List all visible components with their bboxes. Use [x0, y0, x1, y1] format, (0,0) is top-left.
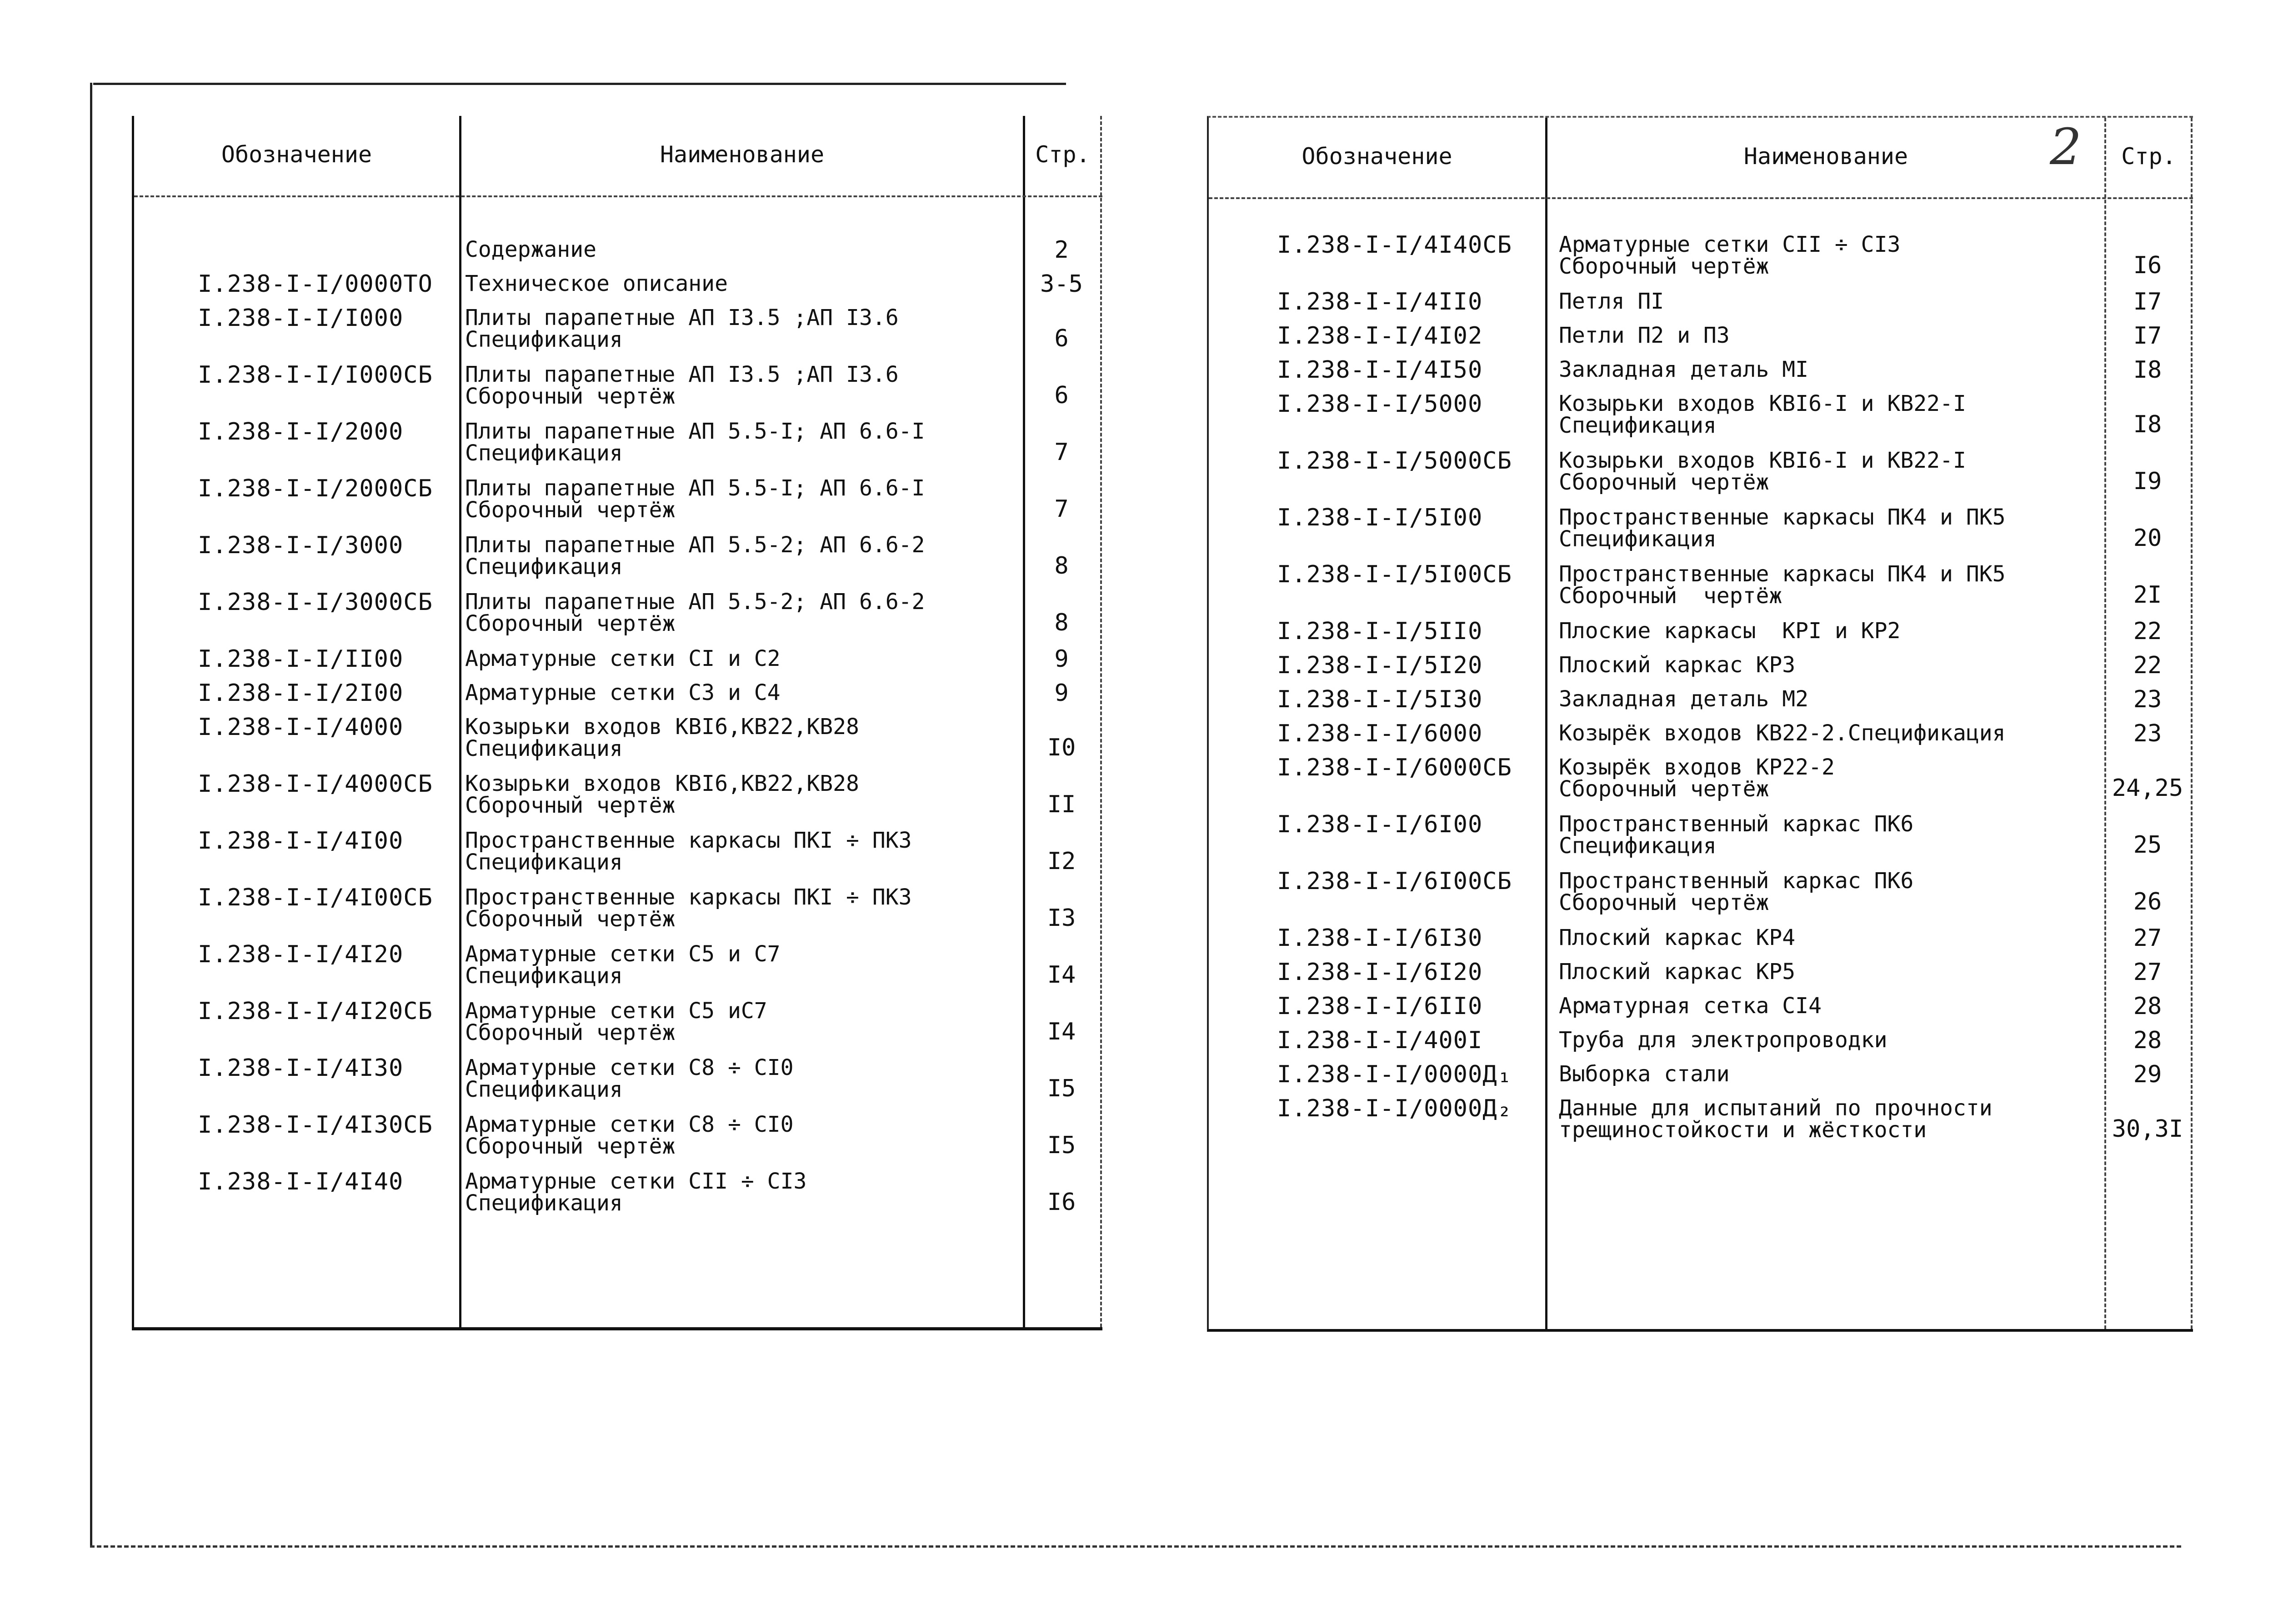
designation-cell: I.238-I-I/5000: [1277, 390, 1483, 418]
title-cell: Петли П2 и П3: [1559, 323, 1730, 348]
table-row: [134, 682, 1102, 714]
designation-cell: I.238-I-I/I000: [198, 305, 404, 332]
page-cell: I7: [2133, 322, 2162, 350]
designation-cell: I.238-I-I/5II0: [1277, 618, 1483, 645]
title-cell: Арматурные сетки C5 и C7 Спецификация: [465, 941, 781, 989]
page-cell: 22: [2133, 652, 2162, 679]
title-cell: Козырёк входов КВ22-2.Спецификация: [1559, 720, 2006, 746]
title-cell: Арматурные сетки CI и C2: [465, 646, 781, 671]
designation-cell: I.238-I-I/6I00СБ: [1277, 868, 1512, 895]
title-cell: Арматурная сетка CI4: [1559, 993, 1822, 1019]
page-cell: 30,3I: [2112, 1115, 2183, 1143]
table-row: [1209, 754, 2193, 802]
title-cell: Пространственный каркас ПК6 Сборочный чертёж: [1559, 868, 1914, 915]
table-row: [1209, 722, 2193, 754]
page-cell: 27: [2133, 959, 2162, 986]
page-cell: 29: [2133, 1061, 2162, 1088]
table-row: [134, 236, 1102, 270]
designation-cell: I.238-I-I/0000Д₂: [1277, 1095, 1512, 1122]
title-cell: Плоский каркас КР5: [1559, 959, 1796, 984]
designation-cell: I.238-I-I/6000: [1277, 720, 1483, 747]
table-row: [134, 941, 1102, 989]
frame-left-border: [90, 83, 92, 1546]
table-row: [134, 998, 1102, 1045]
page-cell: 22: [2133, 618, 2162, 645]
designation-cell: I.238-I-I/6I30: [1277, 924, 1483, 952]
table-row: [134, 1111, 1102, 1159]
table-row: [1209, 995, 2193, 1027]
title-cell: Козырьки входов КВI6-I и КВ22-I Спецификация: [1559, 391, 1966, 438]
table-row: [134, 827, 1102, 875]
contents-table-left: [132, 116, 1102, 1330]
designation-cell: I.238-I-I/4I30СБ: [198, 1111, 433, 1139]
title-cell: Козырьки входов КВI6-I и КВ22-I Сборочный чертёж: [1559, 448, 1966, 495]
designation-cell: I.238-I-I/4I00СБ: [198, 884, 433, 911]
page-cell: I7: [2133, 288, 2162, 315]
page-cell: 28: [2133, 993, 2162, 1020]
designation-cell: I.238-I-I/5I00: [1277, 504, 1483, 531]
title-cell: Пространственные каркасы ПК4 и ПК5 Спецификация: [1559, 505, 2006, 552]
page-cell: 23: [2133, 720, 2162, 747]
designation-cell: I.238-I-I/5I20: [1277, 652, 1483, 679]
title-cell: Арматурные сетки CII ÷ CI3 Сборочный чертёж: [1559, 232, 1901, 279]
title-cell: Данные для испытаний по прочности трещиностойкости и жёсткости: [1559, 1095, 1993, 1143]
designation-cell: I.238-I-I/5I30: [1277, 686, 1483, 713]
header-name: Наименование: [660, 141, 825, 168]
page-cell: I8: [2133, 356, 2162, 384]
title-cell: Пространственные каркасы ПКI ÷ ПК3 Спецификация: [465, 828, 912, 875]
page-cell: 2I: [2133, 581, 2162, 609]
designation-cell: I.238-I-I/2I00: [198, 680, 404, 707]
table-row: [134, 475, 1102, 523]
designation-cell: I.238-I-I/4I00: [198, 827, 404, 854]
table-row: [134, 1054, 1102, 1102]
page-cell: I5: [1047, 1075, 1076, 1102]
title-cell: Пространственный каркас ПК6 Спецификация: [1559, 811, 1914, 859]
page-cell: I8: [2133, 411, 2162, 438]
designation-cell: I.238-I-I/4I30: [198, 1054, 404, 1082]
page-cell: 8: [1054, 552, 1069, 580]
header-separator: [1209, 197, 2193, 199]
page-cell: I3: [1047, 904, 1076, 932]
title-cell: Плоские каркасы КРI и КР2: [1559, 618, 1901, 644]
title-cell: Козырёк входов КР22-2 Сборочный чертёж: [1559, 755, 1835, 802]
title-cell: Содержание: [465, 237, 596, 262]
title-cell: Арматурные сетки C5 иC7 Сборочный чертёж: [465, 998, 767, 1045]
page-cell: 26: [2133, 888, 2162, 915]
title-cell: Плоский каркас КР4: [1559, 925, 1796, 950]
frame-top-border: [93, 83, 1066, 85]
designation-cell: I.238-I-I/5000СБ: [1277, 447, 1512, 475]
page-cell: 2: [1054, 236, 1069, 264]
table-row: [1209, 356, 2193, 390]
designation-cell: I.238-I-I/4000СБ: [198, 770, 433, 798]
table-row: [1209, 654, 2193, 686]
page-cell: II: [1047, 791, 1076, 818]
page-cell: 23: [2133, 686, 2162, 713]
contents-table-right: [1207, 116, 2193, 1332]
table-row: [1209, 1095, 2193, 1143]
header-page: Стр.: [2121, 143, 2176, 170]
page-cell: I2: [1047, 848, 1076, 875]
designation-cell: I.238-I-I/5I00СБ: [1277, 561, 1512, 588]
page-cell: I5: [1047, 1132, 1076, 1159]
title-cell: Арматурные сетки C3 и C4: [465, 680, 781, 705]
designation-cell: I.238-I-I/3000СБ: [198, 589, 433, 616]
handwritten-page-number: 2: [2050, 118, 2082, 176]
page-cell: 7: [1054, 439, 1069, 466]
designation-cell: I.238-I-I/6000СБ: [1277, 754, 1512, 781]
designation-cell: I.238-I-I/6I00: [1277, 811, 1483, 838]
page-cell: I9: [2133, 468, 2162, 495]
table-row: [1209, 1063, 2193, 1095]
title-cell: Козырьки входов КВI6,КВ22,КВ28 Спецификация: [465, 714, 859, 761]
table-row: [134, 714, 1102, 761]
designation-cell: I.238-I-I/2000: [198, 418, 404, 445]
table-row: [134, 270, 1102, 305]
designation-cell: I.238-I-I/6II0: [1277, 993, 1483, 1020]
table-row: [134, 305, 1102, 352]
table-row: [1209, 811, 2193, 859]
header-separator: [134, 195, 1102, 197]
page-cell: 7: [1054, 495, 1069, 523]
header-code: Обозначение: [221, 141, 372, 168]
table-row: [1209, 231, 2193, 279]
page-cell: 25: [2133, 831, 2162, 859]
table-row: [1209, 688, 2193, 720]
designation-cell: I.238-I-I/4I40СБ: [1277, 231, 1512, 259]
title-cell: Плиты парапетные АП 5.5-I; АП 6.6-I Сборочный чертёж: [465, 475, 925, 523]
designation-cell: I.238-I-I/I000СБ: [198, 361, 433, 389]
designation-cell: I.238-I-I/4I50: [1277, 356, 1483, 384]
table-row: [1209, 322, 2193, 356]
designation-cell: I.238-I-I/0000Д₁: [1277, 1061, 1512, 1088]
table-row: [1209, 447, 2193, 495]
designation-cell: I.238-I-I/4000: [198, 714, 404, 741]
table-row: [134, 645, 1102, 680]
page-cell: 9: [1054, 680, 1069, 707]
page-cell: 9: [1054, 645, 1069, 673]
page-cell: I4: [1047, 961, 1076, 989]
designation-cell: I.238-I-I/4I20: [198, 941, 404, 968]
page-cell: 24,25: [2112, 775, 2183, 802]
page-cell: 6: [1054, 382, 1069, 409]
title-cell: Плиты парапетные АП I3.5 ;АП I3.6 Сборочный чертёж: [465, 362, 899, 409]
table-row: [134, 1168, 1102, 1216]
designation-cell: I.238-I-I/4II0: [1277, 288, 1483, 315]
table-row: [134, 532, 1102, 580]
table-row: [1209, 961, 2193, 993]
frame-bottom-border: [90, 1545, 2181, 1548]
designation-cell: I.238-I-I/0000TO: [198, 270, 433, 298]
title-cell: Труба для электропроводки: [1559, 1027, 1887, 1053]
designation-cell: I.238-I-I/3000: [198, 532, 404, 559]
title-cell: Плоский каркас КР3: [1559, 652, 1796, 678]
title-cell: Пространственные каркасы ПК4 и ПК5 Сборочный чертёж: [1559, 561, 2006, 609]
header-code: Обозначение: [1302, 143, 1452, 170]
title-cell: Арматурные сетки C8 ÷ CI0 Сборочный чертёж: [465, 1112, 794, 1159]
header-name: Наименование: [1743, 143, 1908, 170]
page-cell: 27: [2133, 924, 2162, 952]
designation-cell: I.238-I-I/4I02: [1277, 322, 1483, 350]
designation-cell: I.238-I-I/II00: [198, 645, 404, 673]
table-row: [134, 361, 1102, 409]
page-cell: I4: [1047, 1018, 1076, 1045]
table-row: [1209, 620, 2193, 652]
table-row: [134, 770, 1102, 818]
designation-cell: I.238-I-I/400I: [1277, 1027, 1483, 1054]
page-cell: 6: [1054, 325, 1069, 352]
page-cell: 3-5: [1040, 270, 1083, 298]
designation-cell: I.238-I-I/4I40: [198, 1168, 404, 1195]
table-row: [1209, 504, 2193, 552]
title-cell: Арматурные сетки CII ÷ CI3 Спецификация: [465, 1169, 807, 1216]
table-row: [1209, 390, 2193, 438]
designation-cell: I.238-I-I/4I20СБ: [198, 998, 433, 1025]
table-row: [1209, 1029, 2193, 1061]
title-cell: Плиты парапетные АП 5.5-I; АП 6.6-I Спецификация: [465, 419, 925, 466]
title-cell: Закладная деталь M2: [1559, 686, 1809, 712]
title-cell: Плиты парапетные АП 5.5-2; АП 6.6-2 Спецификация: [465, 532, 925, 580]
title-cell: Плиты парапетные АП I3.5 ;АП I3.6 Спецификация: [465, 305, 899, 352]
title-cell: Закладная деталь MI: [1559, 357, 1809, 382]
page-cell: 28: [2133, 1027, 2162, 1054]
title-cell: Петля ПI: [1559, 289, 1664, 314]
page-cell: I6: [2133, 252, 2162, 279]
title-cell: Плиты парапетные АП 5.5-2; АП 6.6-2 Сборочный чертёж: [465, 589, 925, 636]
page-cell: I0: [1047, 734, 1076, 761]
page-cell: 8: [1054, 609, 1069, 636]
title-cell: Козырьки входов КВI6,КВ22,КВ28 Сборочный чертёж: [465, 771, 859, 818]
header-page: Стр.: [1035, 141, 1090, 168]
title-cell: Техническое описание: [465, 271, 728, 296]
table-row: [134, 884, 1102, 932]
designation-cell: I.238-I-I/2000СБ: [198, 475, 433, 502]
designation-cell: I.238-I-I/6I20: [1277, 959, 1483, 986]
table-row: [1209, 924, 2193, 959]
table-row: [1209, 868, 2193, 915]
title-cell: Арматурные сетки C8 ÷ CI0 Спецификация: [465, 1055, 794, 1102]
title-cell: Выборка стали: [1559, 1061, 1730, 1087]
table-row: [134, 589, 1102, 636]
table-row: [1209, 561, 2193, 609]
table-row: [134, 418, 1102, 466]
page-cell: 20: [2133, 525, 2162, 552]
title-cell: Пространственные каркасы ПКI ÷ ПК3 Сборочный чертёж: [465, 884, 912, 932]
page-cell: I6: [1047, 1189, 1076, 1216]
table-row: [1209, 290, 2193, 322]
